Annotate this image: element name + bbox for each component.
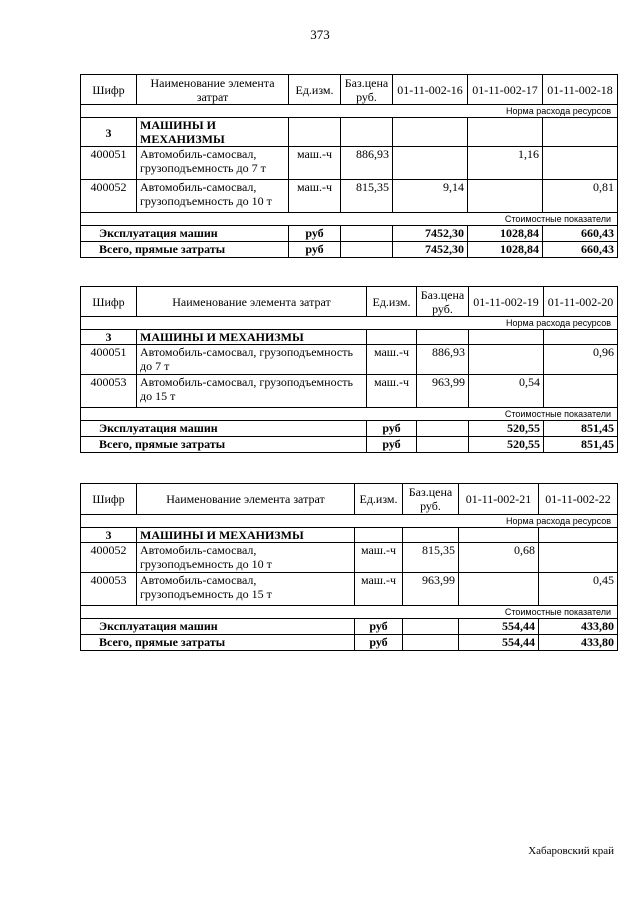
total-value: 554,44 [459, 619, 539, 635]
row-price: 886,93 [417, 345, 469, 375]
row-value [468, 180, 543, 213]
code-header: Шифр [81, 287, 137, 317]
unit-header: Ед.изм. [367, 287, 417, 317]
total-value: 851,45 [544, 437, 618, 453]
row-name: Автомобиль-самосвал, грузоподъемность до 7 т [137, 147, 289, 180]
row-value [544, 375, 618, 408]
total-value: 520,55 [469, 437, 544, 453]
norm-subheader: Норма расхода ресурсов [81, 317, 618, 330]
cost-subheader: Стоимостные показатели [81, 606, 618, 619]
table-row [81, 543, 618, 573]
section-code: 3 [81, 330, 137, 345]
table-row [81, 573, 618, 606]
row-code: 400052 [81, 180, 137, 213]
total-row [81, 242, 618, 258]
row-value: 0,45 [539, 573, 618, 606]
total-label: Эксплуатация машин [81, 226, 289, 242]
row-name: Автомобиль-самосвал, грузоподъемность до 15 т [137, 573, 355, 606]
row-unit: маш.-ч [289, 147, 341, 180]
row-unit: маш.-ч [367, 345, 417, 375]
total-value: 433,80 [539, 635, 618, 651]
total-label: Всего, прямые затраты [81, 242, 289, 258]
table-row [81, 147, 618, 180]
row-unit: маш.-ч [289, 180, 341, 213]
unit-header: Ед.изм. [289, 75, 341, 105]
column-header: 01-11-002-20 [544, 287, 618, 317]
table-header-row [81, 75, 618, 105]
row-unit: маш.-ч [367, 375, 417, 408]
total-value: 1028,84 [468, 226, 543, 242]
row-name: Автомобиль-самосвал, грузоподъемность до 15 т [137, 375, 367, 408]
total-value: 660,43 [543, 242, 618, 258]
price-header: Баз.цена руб. [403, 484, 459, 515]
page-number: 373 [310, 27, 330, 42]
total-label: Эксплуатация машин [81, 619, 355, 635]
row-code: 400053 [81, 573, 137, 606]
section-title: МАШИНЫ И МЕХАНИЗМЫ [137, 528, 355, 543]
footer-region: Хабаровский край [528, 845, 614, 857]
table-header-row [81, 287, 618, 317]
column-header: 01-11-002-18 [543, 75, 618, 105]
name-header: Наименование элемента затрат [137, 287, 367, 317]
price-header: Баз.цена руб. [341, 75, 393, 105]
row-name: Автомобиль-самосвал, грузоподъемность до 7 т [137, 345, 367, 375]
section-title: МАШИНЫ И МЕХАНИЗМЫ [137, 330, 367, 345]
norm-subheader: Норма расхода ресурсов [81, 515, 618, 528]
table-row [81, 375, 618, 408]
total-row [81, 421, 618, 437]
row-price: 815,35 [341, 180, 393, 213]
total-row [81, 619, 618, 635]
column-header: 01-11-002-22 [539, 484, 618, 515]
row-name: Автомобиль-самосвал, грузоподъемность до 10 т [137, 180, 289, 213]
norm-subheader: Норма расхода ресурсов [81, 105, 618, 118]
total-value: 7452,30 [393, 242, 468, 258]
total-row [81, 635, 618, 651]
total-value: 554,44 [459, 635, 539, 651]
name-header: Наименование элемента затрат [137, 75, 289, 105]
total-unit: руб [367, 421, 417, 437]
total-label: Всего, прямые затраты [81, 437, 367, 453]
table-row [81, 345, 618, 375]
total-value: 520,55 [469, 421, 544, 437]
total-row [81, 226, 618, 242]
table-header-row [81, 484, 618, 515]
row-price: 963,99 [417, 375, 469, 408]
row-name: Автомобиль-самосвал, грузоподъемность до 10 т [137, 543, 355, 573]
row-unit: маш.-ч [355, 543, 403, 573]
row-price: 963,99 [403, 573, 459, 606]
row-value: 0,68 [459, 543, 539, 573]
row-value: 0,81 [543, 180, 618, 213]
row-code: 400051 [81, 147, 137, 180]
total-value: 851,45 [544, 421, 618, 437]
total-label: Всего, прямые затраты [81, 635, 355, 651]
row-value: 0,54 [469, 375, 544, 408]
total-unit: руб [289, 242, 341, 258]
column-header: 01-11-002-21 [459, 484, 539, 515]
total-label: Эксплуатация машин [81, 421, 367, 437]
total-value: 433,80 [539, 619, 618, 635]
row-unit: маш.-ч [355, 573, 403, 606]
row-price: 886,93 [341, 147, 393, 180]
row-code: 400052 [81, 543, 137, 573]
code-header: Шифр [81, 75, 137, 105]
resource-table-2 [80, 286, 618, 453]
resource-table-3 [80, 483, 618, 651]
column-header: 01-11-002-17 [468, 75, 543, 105]
resource-table-1 [80, 74, 618, 258]
row-value [469, 345, 544, 375]
row-code: 400053 [81, 375, 137, 408]
row-code: 400051 [81, 345, 137, 375]
row-value [539, 543, 618, 573]
total-row [81, 437, 618, 453]
section-row [81, 330, 618, 345]
total-unit: руб [367, 437, 417, 453]
row-value [543, 147, 618, 180]
section-row [81, 528, 618, 543]
row-price: 815,35 [403, 543, 459, 573]
code-header: Шифр [81, 484, 137, 515]
total-unit: руб [355, 635, 403, 651]
total-value: 660,43 [543, 226, 618, 242]
column-header: 01-11-002-19 [469, 287, 544, 317]
name-header: Наименование элемента затрат [137, 484, 355, 515]
row-value: 0,96 [544, 345, 618, 375]
section-title: МАШИНЫ И МЕХАНИЗМЫ [137, 118, 289, 147]
section-code: 3 [81, 118, 137, 147]
total-value: 1028,84 [468, 242, 543, 258]
price-header: Баз.цена руб. [417, 287, 469, 317]
total-unit: руб [289, 226, 341, 242]
table-row [81, 180, 618, 213]
row-value: 9,14 [393, 180, 468, 213]
row-value [459, 573, 539, 606]
cost-subheader: Стоимостные показатели [81, 408, 618, 421]
section-code: 3 [81, 528, 137, 543]
section-row [81, 118, 618, 147]
row-value: 1,16 [468, 147, 543, 180]
total-unit: руб [355, 619, 403, 635]
row-value [393, 147, 468, 180]
unit-header: Ед.изм. [355, 484, 403, 515]
column-header: 01-11-002-16 [393, 75, 468, 105]
cost-subheader: Стоимостные показатели [81, 213, 618, 226]
total-value: 7452,30 [393, 226, 468, 242]
